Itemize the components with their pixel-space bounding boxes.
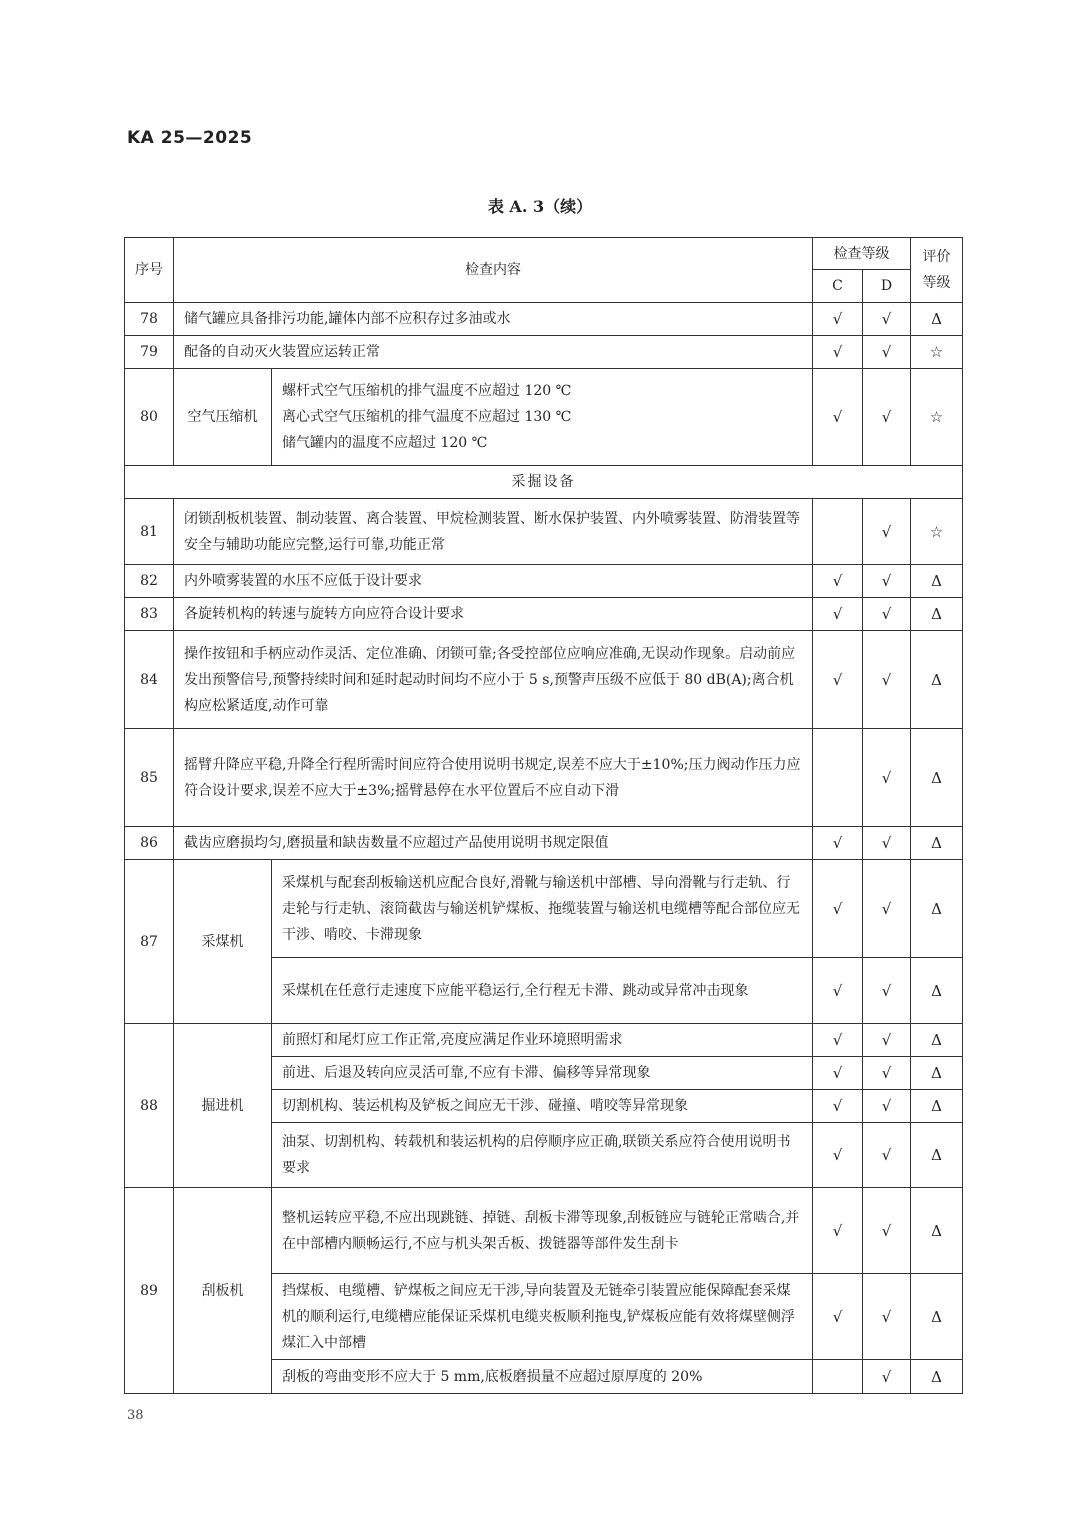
check-mark: √	[813, 598, 863, 631]
check-mark: √	[813, 631, 863, 729]
check-mark: √	[863, 499, 911, 565]
check-mark: √	[863, 631, 911, 729]
check-mark: √	[813, 1274, 863, 1360]
table-row	[125, 1188, 963, 1274]
star-mark: ☆	[911, 499, 963, 565]
check-mark: √	[813, 958, 863, 1024]
row-number: 87	[125, 860, 174, 1024]
check-mark: √	[863, 1123, 911, 1188]
check-mark: √	[863, 1274, 911, 1360]
row-number: 81	[125, 499, 174, 565]
table-row	[125, 499, 963, 565]
check-mark: √	[813, 860, 863, 958]
row-content: 截齿应磨损均匀,磨损量和缺齿数量不应超过产品使用说明书规定限值	[174, 827, 813, 860]
row-number: 79	[125, 336, 174, 369]
col-c: C	[813, 270, 863, 303]
page-number: 38	[127, 1408, 144, 1423]
row-content: 闭锁刮板机装置、制动装置、离合装置、甲烷检测装置、断水保护装置、内外喷雾装置、防滑装置等安全与辅助功能应完整,运行可靠,功能正常	[174, 499, 813, 565]
row-content: 储气罐应具备排污功能,罐体内部不应积存过多油或水	[174, 303, 813, 336]
row-number: 80	[125, 369, 174, 466]
delta-mark: Δ	[911, 1188, 963, 1274]
delta-mark: Δ	[911, 860, 963, 958]
star-mark: ☆	[911, 369, 963, 466]
delta-mark: Δ	[911, 303, 963, 336]
row-content: 采煤机与配套刮板输送机应配合良好,滑靴与输送机中部槽、导向滑靴与行走轨、行走轮与行走轨、滚筒截齿与输送机铲煤板、拖缆装置与输送机电缆槽等配合部位应无干涉、啃咬、卡滞现象	[272, 860, 813, 958]
table-row	[125, 369, 963, 466]
row-content: 摇臂升降应平稳,升降全行程所需时间应符合使用说明书规定,误差不应大于±10%;压力阀动作压力应符合设计要求,误差不应大于±3%;摇臂悬停在水平位置后不应自动下滑	[174, 729, 813, 827]
table-row	[125, 631, 963, 729]
document-id: KA 25—2025	[127, 128, 253, 148]
delta-mark: Δ	[911, 827, 963, 860]
row-content: 前进、后退及转向应灵活可靠,不应有卡滞、偏移等异常现象	[272, 1057, 813, 1090]
delta-mark: Δ	[911, 565, 963, 598]
row-content: 整机运转应平稳,不应出现跳链、掉链、刮板卡滞等现象,刮板链应与链轮正常啮合,并在中部槽内顺畅运行,不应与机头架舌板、拨链器等部件发生刮卡	[272, 1188, 813, 1274]
row-content: 配备的自动灭火装置应运转正常	[174, 336, 813, 369]
check-mark: √	[863, 827, 911, 860]
delta-mark: Δ	[911, 1024, 963, 1057]
check-mark: √	[863, 958, 911, 1024]
delta-mark: Δ	[911, 1057, 963, 1090]
check-mark: √	[863, 369, 911, 466]
sub-category: 空气压缩机	[174, 369, 272, 466]
check-mark: √	[863, 729, 911, 827]
col-eval: 评价等级	[911, 238, 963, 303]
row-number: 84	[125, 631, 174, 729]
table-row	[125, 827, 963, 860]
col-content: 检查内容	[174, 238, 813, 303]
check-mark: √	[863, 860, 911, 958]
header-row	[125, 238, 963, 270]
check-mark: √	[863, 565, 911, 598]
delta-mark: Δ	[911, 1360, 963, 1394]
delta-mark: Δ	[911, 729, 963, 827]
check-mark: √	[863, 303, 911, 336]
delta-mark: Δ	[911, 631, 963, 729]
row-content: 内外喷雾装置的水压不应低于设计要求	[174, 565, 813, 598]
row-number: 82	[125, 565, 174, 598]
delta-mark: Δ	[911, 1090, 963, 1123]
check-mark: √	[863, 1360, 911, 1394]
check-mark: √	[813, 369, 863, 466]
content-line: 离心式空气压缩机的排气温度不应超过 130 ℃	[282, 409, 572, 425]
row-number: 86	[125, 827, 174, 860]
check-mark: √	[863, 1024, 911, 1057]
row-content: 油泵、切割机构、转载机和装运机构的启停顺序应正确,联锁关系应符合使用说明书要求	[272, 1123, 813, 1188]
sub-category: 掘进机	[174, 1024, 272, 1188]
row-content: 刮板的弯曲变形不应大于 5 mm,底板磨损量不应超过原厚度的 20%	[272, 1360, 813, 1394]
row-number: 83	[125, 598, 174, 631]
check-mark: √	[813, 336, 863, 369]
check-mark: √	[813, 1188, 863, 1274]
section-title: 采掘设备	[125, 466, 963, 499]
empty-cell	[813, 729, 863, 827]
row-number: 85	[125, 729, 174, 827]
row-content: 采煤机在任意行走速度下应能平稳运行,全行程无卡滞、跳动或异常冲击现象	[272, 958, 813, 1024]
check-mark: √	[813, 827, 863, 860]
check-mark: √	[813, 1090, 863, 1123]
row-number: 78	[125, 303, 174, 336]
col-d: D	[863, 270, 911, 303]
row-content: 各旋转机构的转速与旋转方向应符合设计要求	[174, 598, 813, 631]
check-mark: √	[863, 336, 911, 369]
table-row	[125, 565, 963, 598]
inspection-table	[124, 237, 963, 1394]
check-mark: √	[813, 1057, 863, 1090]
check-mark: √	[813, 1123, 863, 1188]
row-content: 操作按钮和手柄应动作灵活、定位准确、闭锁可靠;各受控部位应响应准确,无误动作现象。启动前应发出预警信号,预警持续时间和延时起动时间均不应小于 5 s,预警声压级不应低于 80 dB(A);离合机构应松紧适度,动作可靠	[174, 631, 813, 729]
table-row	[125, 860, 963, 958]
star-mark: ☆	[911, 336, 963, 369]
check-mark: √	[813, 1024, 863, 1057]
row-content: 前照灯和尾灯应工作正常,亮度应满足作业环境照明需求	[272, 1024, 813, 1057]
check-mark: √	[813, 303, 863, 336]
content-line: 螺杆式空气压缩机的排气温度不应超过 120 ℃	[282, 383, 572, 399]
section-row	[125, 466, 963, 499]
delta-mark: Δ	[911, 958, 963, 1024]
check-mark: √	[863, 1188, 911, 1274]
table-row	[125, 303, 963, 336]
row-number: 88	[125, 1024, 174, 1188]
sub-category: 刮板机	[174, 1188, 272, 1394]
empty-cell	[813, 499, 863, 565]
check-mark: √	[863, 1057, 911, 1090]
table-row	[125, 729, 963, 827]
empty-cell	[813, 1360, 863, 1394]
check-mark: √	[813, 565, 863, 598]
check-mark: √	[863, 1090, 911, 1123]
check-mark: √	[863, 598, 911, 631]
col-level: 检查等级	[813, 238, 911, 270]
col-seq: 序号	[125, 238, 174, 303]
table-row	[125, 1024, 963, 1057]
table-title: 表 A. 3（续）	[487, 197, 593, 216]
row-content	[272, 369, 813, 466]
delta-mark: Δ	[911, 598, 963, 631]
table-row	[125, 598, 963, 631]
delta-mark: Δ	[911, 1274, 963, 1360]
table-row	[125, 336, 963, 369]
row-content: 切割机构、装运机构及铲板之间应无干涉、碰撞、啃咬等异常现象	[272, 1090, 813, 1123]
sub-category: 采煤机	[174, 860, 272, 1024]
row-content: 挡煤板、电缆槽、铲煤板之间应无干涉,导向装置及无链牵引装置应能保障配套采煤机的顺利运行,电缆槽应能保证采煤机电缆夹板顺利拖曳,铲煤板应能有效将煤壁侧浮煤汇入中部槽	[272, 1274, 813, 1360]
delta-mark: Δ	[911, 1123, 963, 1188]
row-number: 89	[125, 1188, 174, 1394]
content-line: 储气罐内的温度不应超过 120 ℃	[282, 435, 488, 451]
